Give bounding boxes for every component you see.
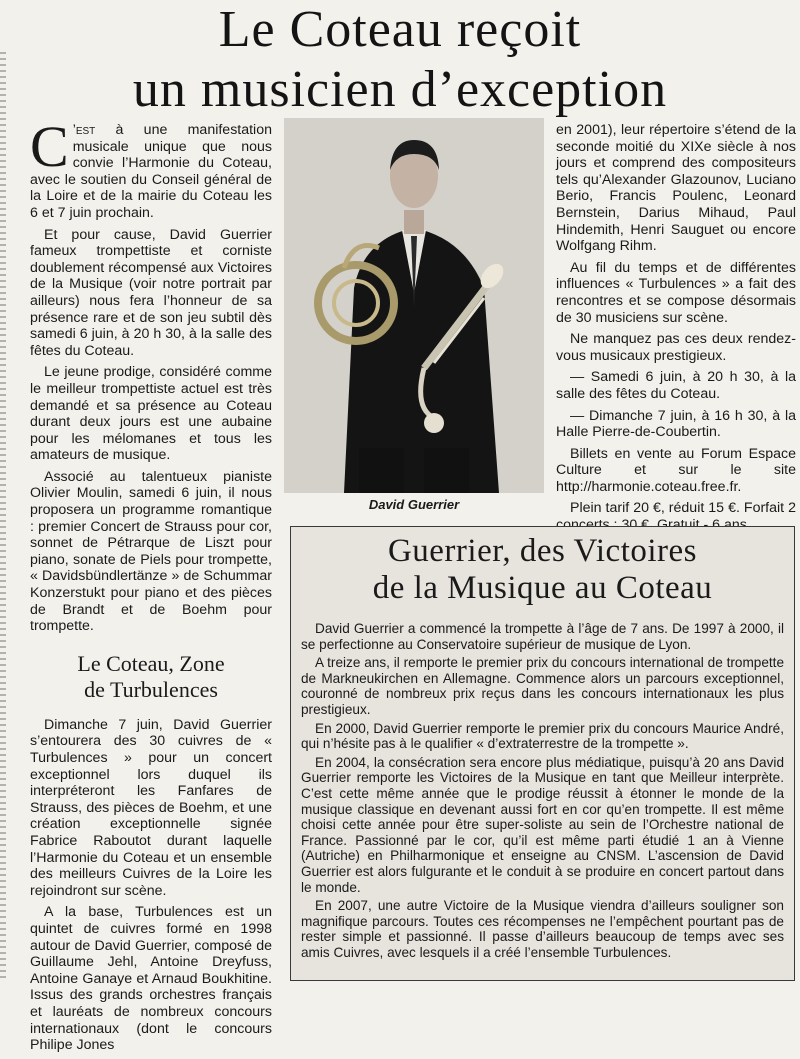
- paragraph-11: — Dimanche 7 juin, à 16 h 30, à la Halle Pierre-de-Coubertin.: [556, 407, 796, 441]
- paragraph-2: Et pour cause, David Guerrier fameux trompettiste et corniste doublement récompensé aux Victoires de la Musique (voir notre portrait par ailleurs) nous fera l’honneur de sa présence rare et de son jeu subtil dès samedi 6 juin, à 20 h 30, à la salle des fêtes du Coteau.: [30, 226, 272, 359]
- sidebar-paragraph: A treize ans, il remporte le premier prix du concours international de trompette de Markneukirchen en Allemagne. Commence alors un parcours exceptionnel, couronné de nombreux prix reçus dans les concours internationaux les plus prestigieux.: [301, 655, 784, 717]
- intro-smallcaps: ’est: [72, 122, 96, 138]
- subheading-line-2: de Turbulences: [84, 676, 218, 702]
- musician-photo: [284, 118, 544, 493]
- column-right: [556, 122, 796, 539]
- sidebar-paragraph: En 2000, David Guerrier remporte le premier prix du concours Maurice André, qui n’hésite pas à le qualifier « d’extraterrestre de la trompette ».: [301, 720, 784, 752]
- sidebar-paragraph: En 2004, la consécration sera encore plus médiatique, puisqu’à 20 ans David Guerrier remporte les Victoires de la Musique en tant que Meilleur interprète. C’est cette même année que le prodige réussit à étonner le monde de la musique classique en devenant aussi fort en cor qu’en trompette. Il est même choisi cette année pour être super-soliste au sein de l’Orchestre national de France. Passionné par le cor, qu’il est même parti étudié 1 an à Vienne (Autriche) en Philharmonique et enseigne au CNSM. L’ascension de David Guerrier est alors fulgurante et le conduit à se produire en concert partout dans le monde.: [301, 754, 784, 895]
- drop-cap: C: [30, 114, 69, 179]
- paragraph-4: Associé au talentueux pianiste Olivier Moulin, samedi 6 juin, il nous proposera un programme romantique : premier Concert de Strauss pour cor, sonnet de Pétrarque de Liszt pour piano, sonate de Piels pour trompette, « Davidsbündlertänze » de Schummar Konzerstukt pour piano et des pièces de Brandt et de Boehm pour trompette.: [30, 468, 272, 635]
- subheading-line-1: Le Coteau, Zone: [77, 650, 225, 676]
- paragraph-7: [556, 122, 796, 255]
- paragraph-intro: [30, 114, 272, 222]
- page-edge-texture: [0, 52, 6, 982]
- paragraph-13: Plein tarif 20 €, réduit 15 €. Forfait 2: [570, 500, 796, 517]
- paragraph-9: Ne manquez pas ces deux rendez-vous musicaux prestigieux.: [556, 331, 796, 364]
- subheading: [30, 651, 272, 703]
- paragraph-7-text: en 2001), leur répertoire s’étend de la seconde moitié du XIXe siècle à nos jours et comprend des compositeurs tels qu’Alexander Glazounov, Luciano Berio, Francis Poulenc, Leonard Bernstein, Darius Mihaud, Paul Hindemith, Henri Sauguet ou encore Wolfgang Rihm.: [556, 122, 796, 255]
- paragraph-5: Dimanche 7 juin, David Guerrier s’entourera des 30 cuivres de « Turbulences » pour un concert exceptionnel lors duquel ils interpréteront les Fanfares de Strauss, des pièces de Boehm, et une création exceptionnelle signée Fabrice Raboutot durant laquelle l’Harmonie du Coteau et un ensemble des meilleurs Cuivres de la Loire les rejoindront sur scène.: [30, 716, 272, 899]
- headline-line-1: Le Coteau reçoit: [218, 1, 582, 58]
- paragraph-10: — Samedi 6 juin, à 20 h 30, à la salle des fêtes du Coteau.: [556, 369, 796, 402]
- sidebar-title-line-1: Guerrier, des Victoires: [387, 533, 698, 569]
- portrait-sidebar: [290, 526, 795, 981]
- paragraph-8: Au fil du temps et de différentes influences « Turbulences » a fait des rencontres et se compose désormais de 30 musiciens sur scène.: [556, 259, 796, 326]
- sidebar-paragraph: David Guerrier a commencé la trompette à l’âge de 7 ans. De 1997 à 2000, il se perfectionne au Conservatoire supérieur de musique de Lyon.: [301, 621, 784, 652]
- sidebar-paragraph: En 2007, une autre Victoire de la Musique viendra d’ailleurs souligner son magnifique parcours. Toutes ces récompenses ne l’empêchent pourtant pas de rester simple et passionné. Il passe d’ailleurs beaucoup de temps avec ses amis Cuivres, avec lesquels il a créé l’ensemble Turbulences.: [301, 898, 784, 960]
- photo-caption: David Guerrier: [368, 497, 460, 512]
- sidebar-title: [301, 533, 784, 607]
- column-left: [30, 114, 272, 1059]
- paragraph-12: Billets en vente au Forum Espace Culture et sur le site http://harmonie.coteau.free.fr.: [556, 445, 796, 495]
- paragraph-6: A la base, Turbulences est un quintet de cuivres formé en 1998 autour de David Guerrier, composé de Guillaume Jehl, Antoine Dreyfuss, Antoine Ganaye et Arnaud Boukhitine. Issus des grands orchestres français et lauréats de nombreux concours internationaux (dont le concours Philipe Jones: [30, 904, 272, 1054]
- paragraph-3: Le jeune prodige, considéré comme le meilleur trompettiste actuel est très demandé et sa présence au Coteau durant deux jours est une aubaine pour les mélomanes et tous les amateurs de musique.: [30, 364, 272, 464]
- intro-text: à une manifestation musicale unique que nous convie l’Harmonie du Coteau, avec le soutien du Conseil général de la Loire et de la mairie du Coteau les 6 et 7 juin prochain.: [30, 122, 272, 221]
- sidebar-title-line-2: de la Musique au Coteau: [372, 570, 713, 606]
- headline-line-2: un musicien d’exception: [132, 61, 668, 118]
- musician-illustration: [284, 118, 544, 493]
- article-headline: [10, 0, 790, 120]
